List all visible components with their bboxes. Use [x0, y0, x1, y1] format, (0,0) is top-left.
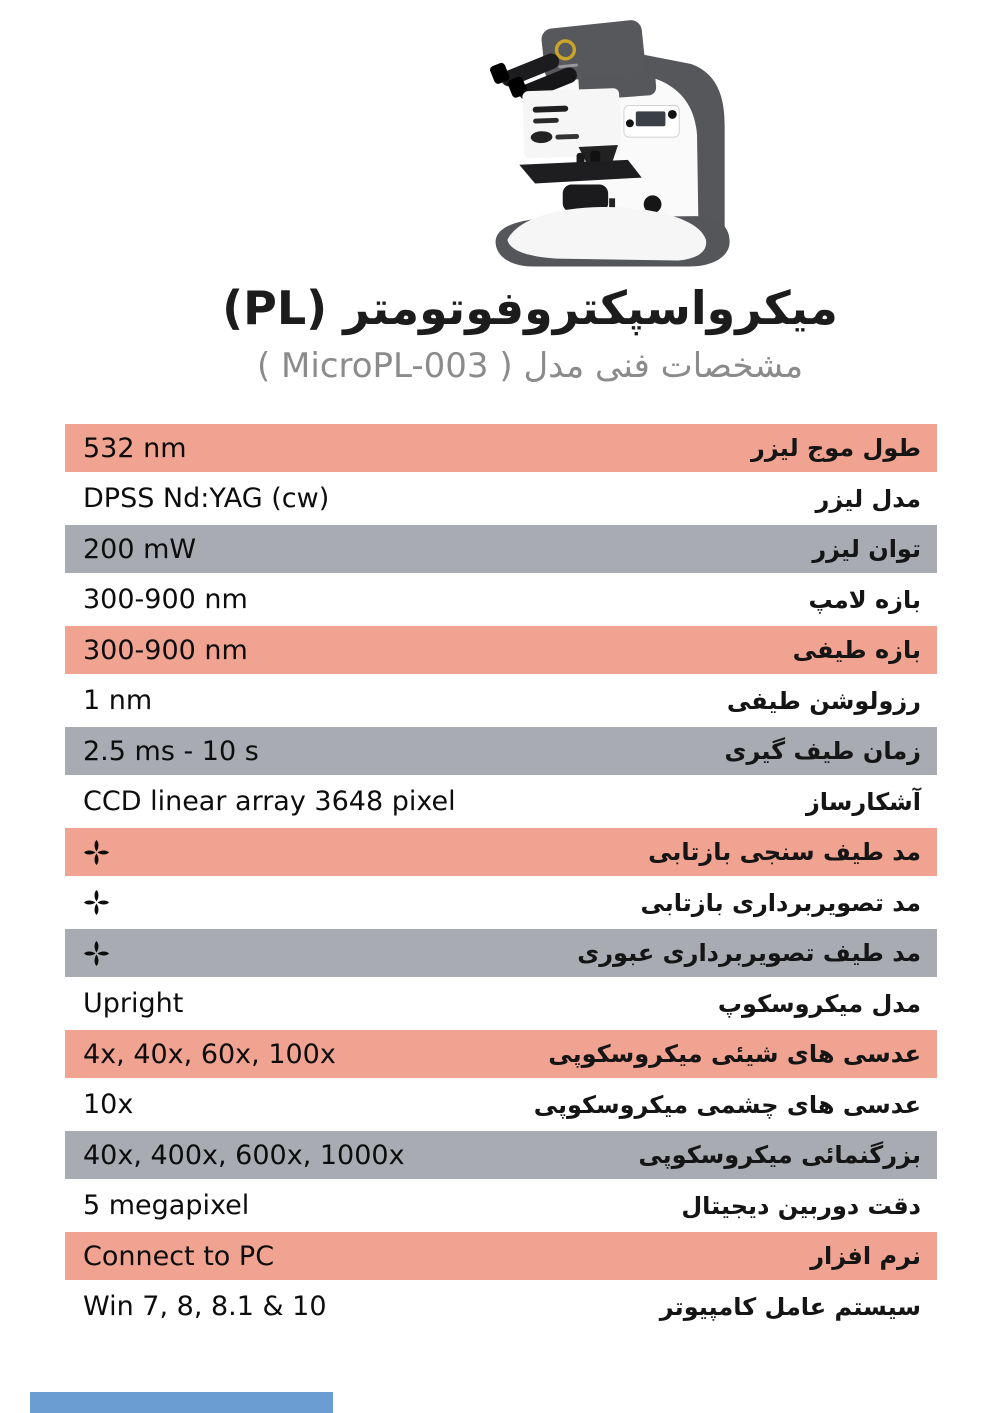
- spec-row: [65, 525, 937, 573]
- spec-label: آشکارساز: [805, 787, 921, 816]
- spec-value: 10x: [83, 1089, 134, 1120]
- clover-check-icon: [83, 889, 110, 916]
- spec-value: 532 nm: [83, 432, 187, 464]
- spec-value: 1 nm: [83, 685, 153, 716]
- display-panel: [624, 106, 679, 138]
- title-block: [100, 280, 960, 386]
- spec-table: [65, 424, 937, 1333]
- spec-label: مدل میکروسکوپ: [717, 989, 921, 1018]
- spec-label: سیستم عامل کامپیوتر: [659, 1292, 921, 1321]
- spec-label: رزولوشن طیفی: [726, 686, 921, 715]
- spec-label: طول موج لیزر: [751, 434, 921, 462]
- spec-row: [65, 980, 937, 1028]
- spec-label: عدسی های چشمی میکروسکوپی: [533, 1090, 921, 1119]
- spec-label: عدسی های شیئی میکروسکوپی: [548, 1040, 921, 1068]
- microscope-product-image: [462, 6, 778, 284]
- spec-row: [65, 778, 937, 826]
- spec-row: [65, 1182, 937, 1230]
- spec-label: مد تصویربرداری بازتابی: [640, 888, 921, 917]
- spec-value: 300-900 nm: [83, 584, 248, 615]
- footer-accent-bar: [30, 1392, 333, 1413]
- page-subtitle: مشخصات فنی مدل ( MicroPL-003 ): [256, 345, 804, 386]
- spec-row: [65, 828, 937, 876]
- spec-value-symbol: [83, 839, 110, 866]
- spec-row: [65, 1131, 937, 1179]
- spec-value: CCD linear array 3648 pixel: [83, 786, 456, 817]
- spec-row: [65, 576, 937, 624]
- spec-value-symbol: [83, 940, 110, 967]
- spec-row: [65, 1232, 937, 1280]
- spec-value: 300-900 nm: [83, 634, 248, 666]
- spec-row: [65, 424, 937, 472]
- spec-value: 5 megapixel: [83, 1190, 250, 1221]
- spec-label: بازه لامپ: [808, 585, 921, 614]
- spec-row: [65, 677, 937, 725]
- spec-value: 2.5 ms - 10 s: [83, 735, 259, 767]
- spec-value: DPSS Nd:YAG (cw): [83, 483, 330, 514]
- spec-value: Connect to PC: [83, 1240, 275, 1272]
- spec-row: [65, 1030, 937, 1078]
- spec-value: Upright: [83, 988, 184, 1019]
- spec-label: دقت دوربین دیجیتال: [681, 1191, 921, 1220]
- spec-row: [65, 929, 937, 977]
- spec-row: [65, 727, 937, 775]
- spec-row: [65, 879, 937, 927]
- spec-row: [65, 1081, 937, 1129]
- spec-value: 40x, 400x, 600x, 1000x: [83, 1139, 405, 1171]
- spec-value: Win 7, 8, 8.1 & 10: [83, 1291, 327, 1322]
- spec-value: 200 mW: [83, 533, 197, 565]
- spec-row: [65, 475, 937, 523]
- spec-label: مد طیف تصویربرداری عبوری: [577, 939, 921, 967]
- spec-value-symbol: [83, 889, 110, 916]
- spec-label: بازه طیفی: [792, 636, 921, 664]
- page-title: میکرواسپکتروفوتومتر (PL): [222, 281, 838, 335]
- spec-label: مدل لیزر: [815, 484, 921, 513]
- clover-check-icon: [83, 940, 110, 967]
- spec-label: بزرگنمائی میکروسکوپی: [638, 1141, 921, 1169]
- spec-label: مد طیف سنجی بازتابی: [648, 838, 921, 866]
- microscope-illustration: [462, 6, 778, 284]
- spec-row: [65, 1283, 937, 1331]
- spec-label: زمان طیف گیری: [724, 737, 921, 765]
- clover-check-icon: [83, 839, 110, 866]
- spec-row: [65, 626, 937, 674]
- spec-label: توان لیزر: [812, 535, 921, 563]
- spec-label: نرم افزار: [810, 1242, 921, 1270]
- spec-value: 4x, 40x, 60x, 100x: [83, 1038, 336, 1070]
